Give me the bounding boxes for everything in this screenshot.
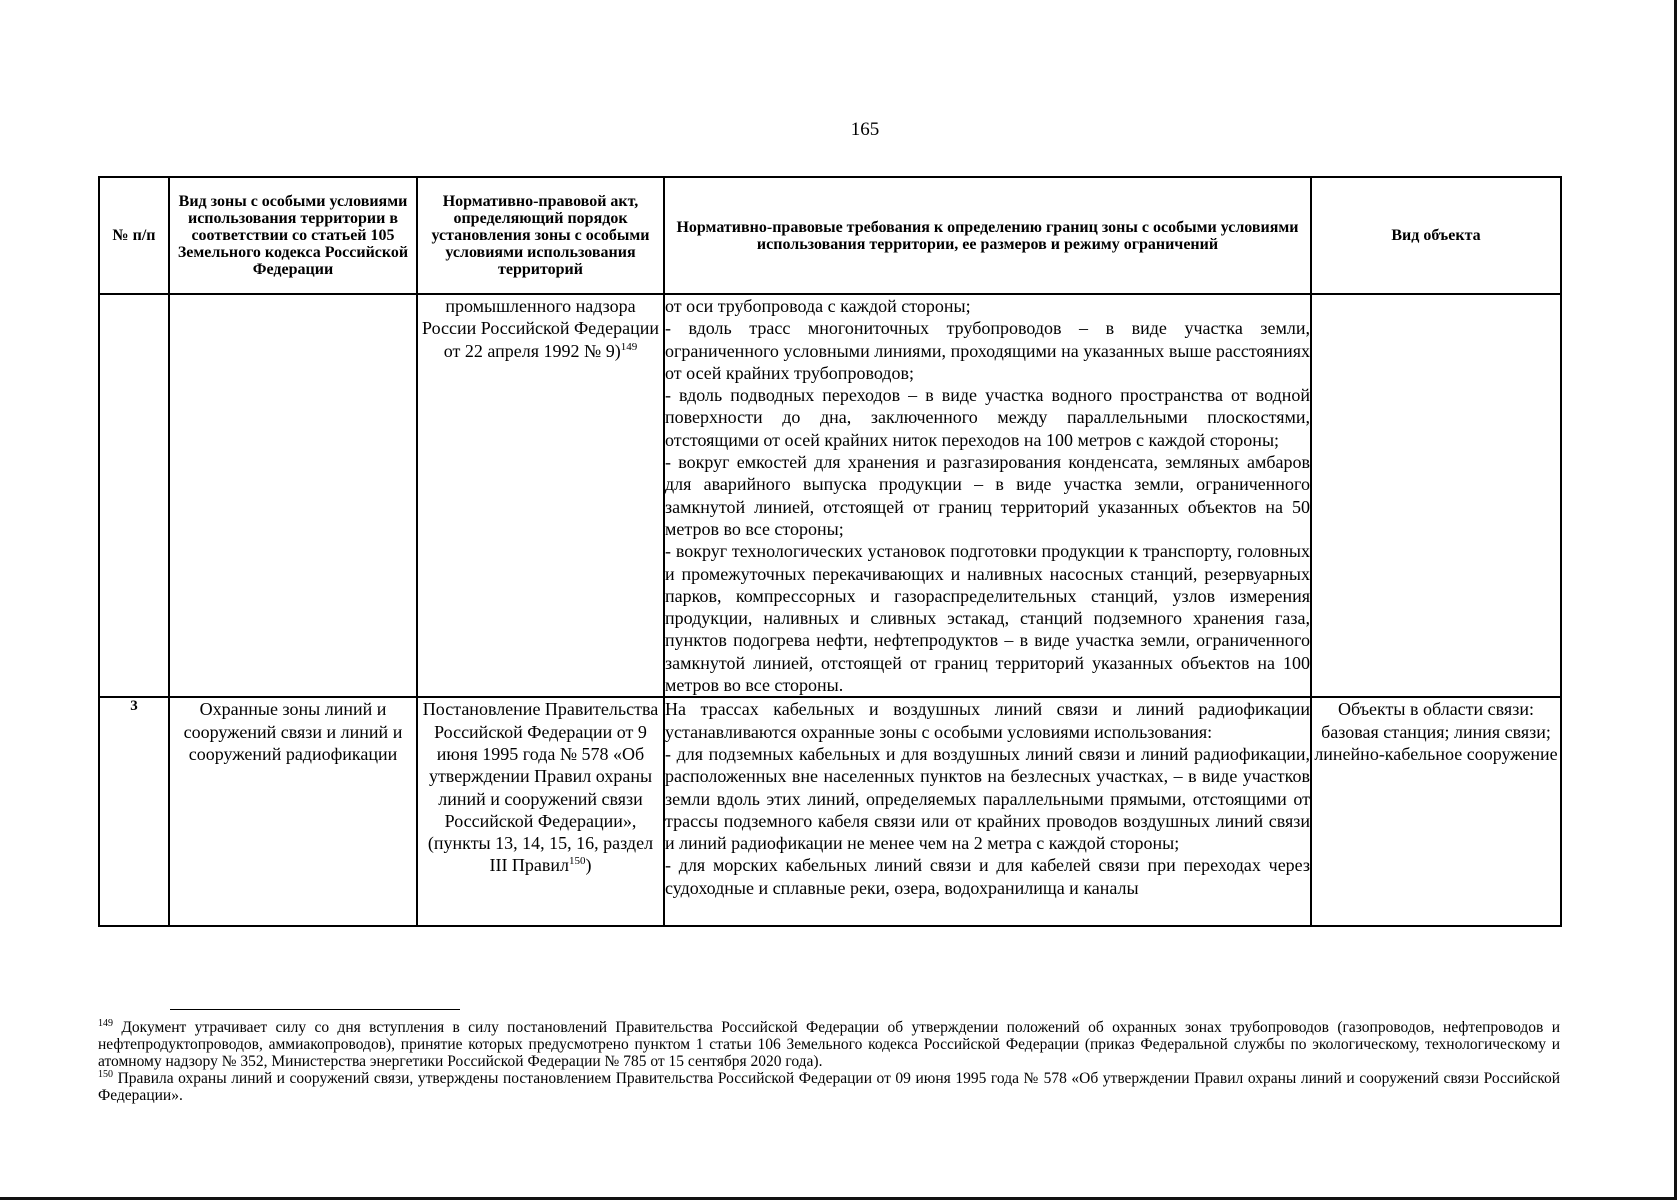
table-row [99,294,1561,697]
footnote-ref: 150 [569,855,586,868]
requirements-cell [664,294,1311,697]
requirements-cell [664,697,1311,926]
requirement-item: от оси трубопровода с каждой стороны; [665,296,971,316]
header-legal-act: Нормативно-правовой акт, определяющий порядок установления зоны с особыми условиями использования территорий [417,177,664,294]
header-number: № п/п [99,177,169,294]
object-type-cell [1311,294,1561,697]
requirement-item: - для морских кабельных линий связи и для кабелей связи при переходах через судоходные и сплавные реки, озера, водохранилища и каналы [665,855,1310,898]
row-number: 3 [99,697,169,926]
requirement-item: На трассах кабельных и воздушных линий связи и линий радиофикации устанавливаются охранные зоны с особыми условиями использования: [665,699,1310,742]
footnote-text: Документ утрачивает силу со дня вступления в силу постановлений Правительства Российской Федерации об утверждении положений об охранных зонах трубопроводов (газопроводов, нефтепроводов и нефтепродуктопроводов, аммиакопроводов), принятие которых предусмотрено пунктом 1 статьи 106 Земельного кодекса Российской Федерации (приказ Федеральной службы по экологическому, технологическому и атомному надзору № 352, Министерства энергетики Российской Федерации № 785 от 15 сентября 2020 года). [98,1019,1560,1070]
footnote-text: Правила охраны линий и сооружений связи, утверждены постановлением Правительства Российской Федерации от 09 июня 1995 года № 578 «Об утверждении Правил охраны линий и сооружений связи Российской Федерации». [98,1070,1560,1104]
requirement-item: - вокруг технологических установок подготовки продукции к транспорту, головных и промежуточных перекачивающих и наливных насосных станций, резервуарных парков, компрессорных и газораспределительных станций, узлов измерения продукции, наливных и сливных эстакад, станций подземного хранения газа, пунктов подогрева нефти, нефтепродуктов – в виде участка земли, ограниченного замкнутой линией, отстоящей от границ территорий указанных объектов на 100 метров во все стороны. [665,541,1310,696]
footnote-ref: 149 [620,340,638,353]
legal-act-text: промышленного надзора России Российской Федерации от 22 апреля 1992 № 9) [422,296,659,361]
requirement-item: - вдоль трасс многониточных трубопроводов – в виде участка земли, ограниченного условными линиями, проходящими на указанных выше расстояниях от осей крайних трубопроводов; [665,318,1310,383]
legal-act-close: ) [585,855,592,876]
zones-table [98,176,1562,927]
row-number [99,294,169,697]
footnote [98,1070,1560,1104]
footnotes [98,1019,1560,1104]
object-type-cell: Объекты в области связи: базовая станция; линия связи; линейно-кабельное сооружение [1311,697,1561,926]
zone-type-cell: Охранные зоны линий и сооружений связи и линий и сооружений радиофикации [169,697,417,926]
header-object-type: Вид объекта [1311,177,1561,294]
legal-act-cell [417,294,664,697]
footnote-number: 150 [98,1068,113,1080]
page-number: 165 [850,119,880,140]
footnote-number: 149 [98,1017,113,1029]
header-requirements: Нормативно-правовые требования к определению границ зоны с особыми условиями использования территории, ее размеров и режиму ограничений [664,177,1311,294]
legal-act-text: Постановление Правительства Российской Федерации от 9 июня 1995 года № 578 «Об утверждении Правил охраны линий и сооружений связи Российской Федерации», (пункты 13, 14, 15, 16, раздел III Правил [422,699,659,876]
table-header-row [99,177,1561,294]
footnote-separator [170,1009,460,1010]
legal-act-cell [417,697,664,926]
zone-type-cell [169,294,417,697]
footnote [98,1019,1560,1070]
requirement-item: - вокруг емкостей для хранения и разгазирования конденсата, земляных амбаров для аварийного выпуска продукции – в виде участка земли, ограниченного замкнутой линией, отстоящей от границ территорий указанных объектов на 50 метров во все стороны; [665,452,1310,539]
requirement-item: - вдоль подводных переходов – в виде участка водного пространства от водной поверхности до дна, заключенного между параллельными плоскостями, отстоящими от осей крайних ниток переходов на 100 метров с каждой стороны; [665,385,1310,450]
table-row [99,697,1561,926]
header-zone-type: Вид зоны с особыми условиями использования территории в соответствии со статьей 105 Земельного кодекса Российской Федерации [169,177,417,294]
requirement-item: - для подземных кабельных и для воздушных линий связи и линий радиофикации, расположенных вне населенных пунктов на безлесных участках, – в виде участков земли вдоль этих линий, определяемых параллельными прямыми, отстоящими от трассы подземного кабеля связи или от крайних проводов воздушных линий связи и линий радиофикации не менее чем на 2 метра с каждой стороны; [665,743,1310,854]
